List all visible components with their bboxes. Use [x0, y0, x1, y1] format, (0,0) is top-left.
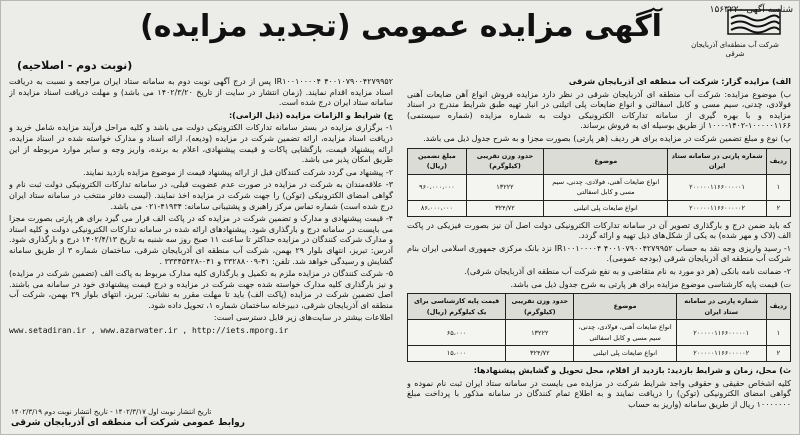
table-cell: انواع ضایعات آهنی، فولادی، چدنی، سیم مسی و کابل اسفالتی: [544, 174, 668, 200]
tracking-id: شناسه آگهی ۱۵۶۳۲۲۰: [709, 5, 793, 15]
page-subtitle: (نوبت دوم - اصلاحیه): [17, 59, 133, 72]
table-cell: ۲۰۰۰۰۰۱۱۶۶۰۰۰۰۰۱: [668, 174, 766, 200]
table-cell: انواع ضایعات پلی اتیلنی: [544, 200, 668, 216]
title-block: [121, 7, 681, 47]
table-cell: ۳۲۴/۷۲: [466, 200, 543, 216]
table-row: [408, 320, 791, 346]
table-row: [408, 200, 791, 216]
table-cell: ۲۰۰۰۰۰۱۱۶۶۰۰۰۰۰۲: [668, 200, 766, 216]
table-cell: ۱۳۲۲۲: [466, 174, 543, 200]
table-cell: ۲: [766, 346, 790, 362]
table-cell: ۱: [766, 320, 790, 346]
paragraph-condition-1: ۱- برگزاری مزایده در بستر سامانه تدارکات الکترونیکی دولت می باشد و کلیه مراحل فرآیند مزایده شامل خرید و دریافت اسناد مزایده، ارائه تضمین شرکت در مزایده (ودیعه)، ارائه اسناد و مدارک خواسته شده در اسناد مزایده، ارائه پیشنهاد قیمت، بازگشایی پاکات و قیمت پیشنهادی، اعلام به برنده، واریز وجه و سایر موارد مربوطه از این طریق امکان پذیر می باشد.: [9, 123, 393, 165]
table-header-cell: حدود وزن تقریبی (کیلوگرم): [506, 294, 574, 320]
table-header-cell: مبلغ تضمین (ریال): [408, 148, 467, 174]
table-cell: ۲۰۰۰۰۰۱۱۶۶۰۰۰۰۰۱: [676, 320, 766, 346]
table-header-cell: موضوع: [544, 148, 668, 174]
table-header-cell: ردیف: [766, 294, 790, 320]
paragraph-condition-5: ۵- شرکت کنندگان در مزایده ملزم به تکمیل و بارگذاری کلیه مدارک مربوط به پاکت الف (تضمین شرکت در مزایده) و نیز بارگذاری کلیه مدارک خواسته شده جهت شرکت در مزایده و درج قیمت پیشنهادی خود در سامانه می باشند. اصل تضمین شرکت در مزایده (پاکت الف) باید تا مهلت مقرر به نشانی: تبریز، انتهای بلوار ۲۹ بهمن، شرکت آب منطقه ای آذربایجان شرقی، دبیرخانه ساختمان شماره ۱، تحویل داده شود.: [9, 269, 393, 310]
table-header-cell: قیمت پایه کارشناسی برای یک کیلوگرم (ریال): [408, 294, 506, 320]
right-column: [407, 77, 791, 433]
table-cell: ۲۰۰۰۰۰۱۱۶۶۰۰۰۰۰۲: [676, 346, 766, 362]
website-links[interactable]: www.setadiran.ir , www.azarwater.ir , http://iets.mporg.ir: [9, 326, 289, 336]
paragraph-condition-2: ۲- پیشنهاد می گردد شرکت کنندگان قبل از ارائه پیشنهاد قیمت از موضوع مزایده بازدید نمایند.: [83, 167, 393, 177]
table-header-row: [408, 148, 791, 174]
paragraph-guarantee: پ) نوع و مبلغ تضمین شرکت در مزایده برای هر ردیف (هر پارتی) بصورت مجزا و به شرح جدول ذیل می باشد.: [423, 133, 791, 143]
paragraph-auctioneer: الف) مزایده گزار: شرکت آب منطقه ای آذربایجان شرقی: [568, 77, 791, 86]
logo-caption: شرکت آب منطقه‌ای آذربایجان شرقی: [691, 41, 779, 58]
paragraph-bank-guarantee: ۲- ضمانت نامه بانکی (هر دو مورد به نام متقاضی و به نفع شرکت آب منطقه ای آذربایجان شرقی).: [464, 266, 791, 276]
paragraph-account: ۴۰۰۱۰۷۹۰۰۴۲۷۹۹۵۲ IR۱۰۰۱۰۰۰۰۴ پس از درج آگهی نوبت دوم به سامانه ستاد ایران مراجعه و نسبت به دریافت اسناد مزایده اقدام نمایند. (زمان انتشار در سایت از تاریخ ۱۴۰۲/۳/۲۰ می باشد) و مهلت دریافت اسناد مزایده از سامانه ستاد ایران درج شده است.: [9, 77, 393, 108]
table-header-cell: حدود وزن تقریبی (کیلوگرم): [466, 148, 543, 174]
base-price-table: [407, 293, 791, 362]
table-cell: ۱۵،۰۰۰: [408, 346, 506, 362]
paragraph-condition-3: ۳- علاقه‌مندان به شرکت در مزایده در صورت عدم عضویت قبلی، در سامانه تدارکات الکترونیکی دولت ثبت نام و گواهی امضای الکترونیکی (توکن) را جهت شرکت در مزایده اخذ نمایند. (لیست دفاتر منتخب در سامانه ستاد ایران درج شده است) شماره تماس مرکز راهبری و پشتیبانی سامانه: ۴۱۹۳۴-۰۲۱ می باشد.: [9, 180, 393, 211]
guarantee-table: [407, 148, 791, 217]
table-cell: ۸۶،۰۰۰،۰۰۰: [408, 200, 467, 216]
table-cell: ۳۲۴/۷۲: [506, 346, 574, 362]
page-title: آگهی مزایده عمومی (تجدید مزایده): [140, 9, 662, 44]
table-row: [408, 346, 791, 362]
signature: روابط عمومی شرکت آب منطقه ای آذربایجان شرقی: [11, 418, 245, 428]
paragraph-registration: کلیه اشخاص حقیقی و حقوقی واجد شرایط شرکت در مزایده می بایست در سامانه ستاد ایران ثبت نام نموده و گواهی امضای الکترونیکی (توکن) را دریافت نمایند و به اطلاع تمام کنندگان در سامانه مذکور با پرداخت مبلغ ۱۰۰۰۰۰۰۰ ریال از طریق سامانه (واریز به حساب: [407, 378, 791, 409]
paragraph-condition-4: ۴- قیمت پیشنهادی و مدارک و تضمین شرکت در مزایده که در پاکت الف قرار می گیرد برای هر پارتی بصورت مجزا می بایست در سامانه درج و بارگذاری شود. پیشنهادهای ارائه شده در سامانه تدارکات الکترونیکی دولت و کلیه اسناد و مدارک شرکت کنندگان در مزایده حداکثر تا ساعت ۱۱ صبح روز سه شنبه به تاریخ ۱۴۰۲/۴/۱۳ درج و بارگذاری شود. آدرس: تبریز، انتهای بلوار ۲۹ بهمن، شرکت آب منطقه ای آذربایجان شرقی، ساختمان شماره ۳ از طریق سامانه گشایش و رسیدگی خواهد شد. تلفن: ۴۱-۳۳۲۸۸۰۰۹ و ۰۴۱-۳۳۳۴۵۴۲۸ .: [9, 214, 393, 266]
table-cell: انواع ضایعات پلی اتیلنی: [574, 346, 676, 362]
paragraph-deposit: ۱- رسید واریزی وجه نقد به حساب ۴۰۰۱۰۷۹۰۰۴۲۷۹۹۵۲ IR۱۰۰۱۰۰۰۰۴ نزد بانک مرکزی جمهوری اسلامی ایران بنام شرکت آب منطقه ای آذربایجان شرقی (بودجه عمومی).: [407, 243, 791, 264]
table-cell: ۲: [766, 200, 790, 216]
table-header-cell: شماره پارتی در سامانه ستاد ایران: [676, 294, 766, 320]
publish-dates: تاریخ انتشار نوبت اول ۱۴۰۲/۳/۱۷ - تاریخ انتشار نوبت دوم ۱۴۰۲/۳/۱۹: [11, 408, 212, 416]
paragraph-more-info: اطلاعات بیشتر در سایت‌های زیر قابل دسترسی است:: [213, 313, 393, 323]
paragraph-subject: ب) موضوع مزایده: شرکت آب منطقه ای آذربایجان شرقی در نظر دارد مزایده فروش انواع آهن ضایعات آهنی فولادی، چدنی، سیم مسی و کابل اسفالتی و انواع ضایعات پلی اتیلنی در انبار تهیه طبق شرایط مندرج در اسناد مزایده و با بهره گیری از سامانه تدارکات الکترونیکی دولت به شماره مزایده (شماره سیستمی) ۱۰۰۰۰۰۱۱۶۶-۱۴۰۲-۱۰۰۰ از طریق بوسیله ای به فروش برساند.: [407, 89, 791, 131]
table-cell: ۱: [766, 174, 790, 200]
left-column: [9, 77, 393, 433]
table-cell: ۹۶۰،۰۰۰،۰۰۰: [408, 174, 467, 200]
paragraph-guarantee-detail: که باید ضمن درج و بارگذاری تصویر آن در سامانه تدارکات الکترونیکی دولت اصل آن نیز بصورت فیزیکی در پاکت الف (لاک و مهر شده) به یکی از شکل‌های ذیل تهیه و ارائه گردد.: [407, 220, 791, 241]
table-header-cell: ردیف: [766, 148, 790, 174]
paragraph-conditions-heading: ج) شرایط و الزامات مزایده (ذیل الزامی):: [228, 110, 393, 120]
table-header-row: [408, 294, 791, 320]
table-row: [408, 174, 791, 200]
table-header-cell: موضوع: [574, 294, 676, 320]
table-header-cell: شماره پارتی در سامانه ستاد ایران: [668, 148, 766, 174]
paragraph-visit: ث) محل، زمان و شرایط بازدید: بازدید از اقلام، محل تحویل و گشایش پیشنهادها:: [473, 366, 791, 376]
table-cell: انواع ضایعات آهنی، فولادی، چدنی، سیم مسی و کابل اسفالتی: [574, 320, 676, 346]
paragraph-base-price: ت) قیمت پایه کارشناسی موضوع مزایده برای هر پارتی به شرح جدول ذیل می باشد.: [510, 279, 791, 289]
water-logo-icon: [727, 9, 781, 35]
table-cell: ۱۳۲۲۲: [506, 320, 574, 346]
company-logo: [689, 9, 781, 69]
table-cell: ۶۵،۰۰۰: [408, 320, 506, 346]
